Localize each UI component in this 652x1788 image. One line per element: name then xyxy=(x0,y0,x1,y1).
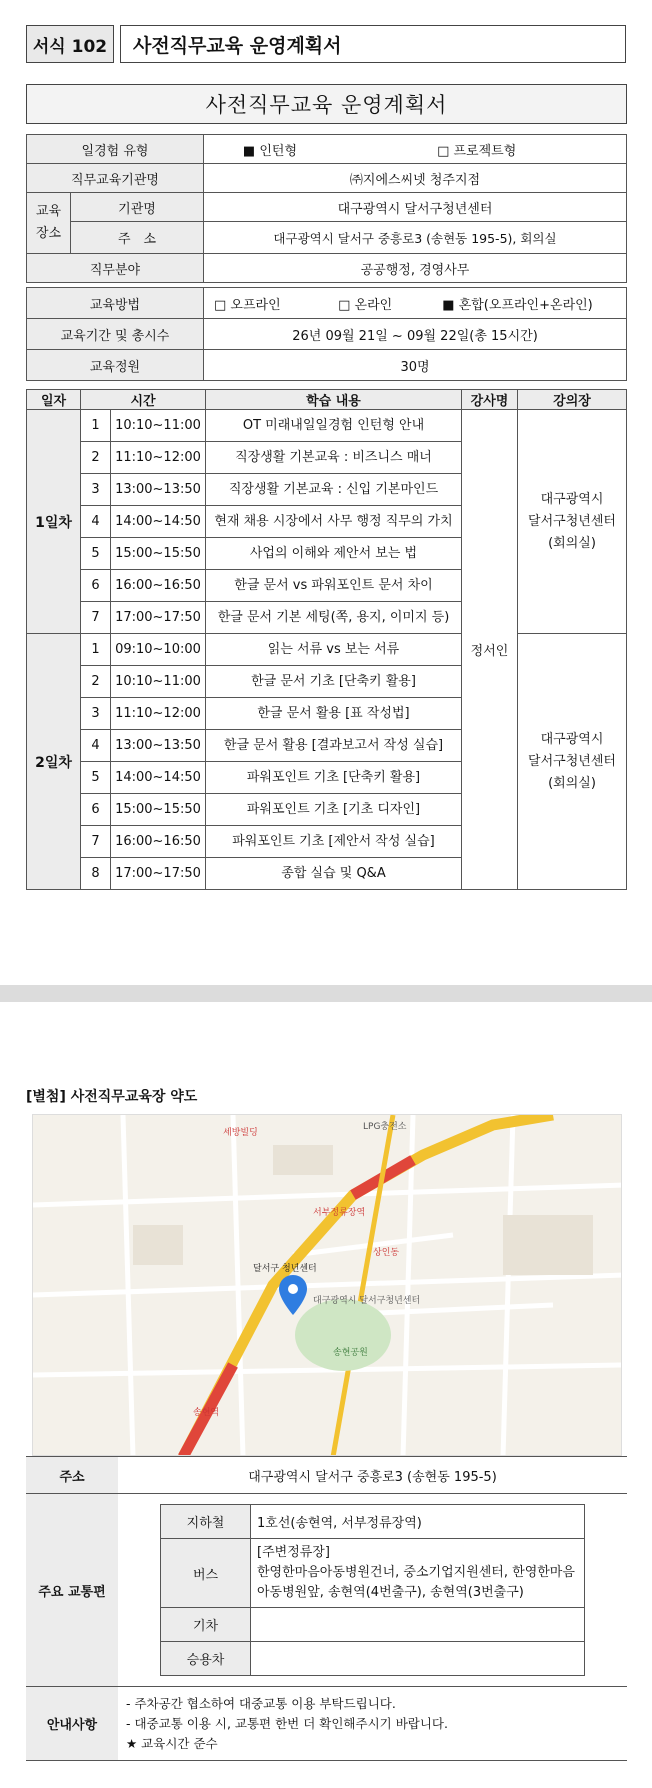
method-options xyxy=(204,288,627,319)
type-intern-option[interactable]: ■ 인턴형 xyxy=(242,143,298,159)
session-time: 17:00~17:50 xyxy=(111,858,206,890)
park-area xyxy=(295,1299,391,1371)
session-content: OT 미래내일일경험 인턴형 안내 xyxy=(206,410,462,442)
field-label: 직무분야 xyxy=(27,254,204,283)
session-time: 14:00~14:50 xyxy=(111,762,206,794)
method-offline-option[interactable]: □ 오프라인 xyxy=(214,297,281,313)
session-number: 1 xyxy=(81,410,111,442)
session-number: 7 xyxy=(81,826,111,858)
session-content: 직장생활 기본교육 : 비즈니스 매너 xyxy=(206,442,462,474)
session-content: 읽는 서류 vs 보는 서류 xyxy=(206,634,462,666)
map-graphic xyxy=(33,1115,622,1456)
notes-label: 안내사항 xyxy=(26,1687,118,1761)
session-content: 파워포인트 기초 [단축키 활용] xyxy=(206,762,462,794)
subway-value: 1호선(송현역, 서부정류장역) xyxy=(251,1505,585,1539)
svg-text:송현공원: 송현공원 xyxy=(333,1348,368,1358)
transport-cell xyxy=(118,1494,627,1687)
inst-value: 대구광역시 달서구청년센터 xyxy=(204,193,627,222)
session-number: 7 xyxy=(81,602,111,634)
train-label: 기차 xyxy=(161,1608,251,1642)
table-row xyxy=(27,410,627,442)
method-table xyxy=(26,287,627,381)
table-row xyxy=(27,634,627,666)
session-content: 파워포인트 기초 [제안서 작성 실습] xyxy=(206,826,462,858)
address-label: 주소 xyxy=(26,1457,118,1494)
session-number: 5 xyxy=(81,762,111,794)
session-number: 3 xyxy=(81,698,111,730)
addr-value: 대구광역시 달서구 중흥로3 (송현동 195-5), 회의실 xyxy=(204,222,627,254)
session-time: 11:10~12:00 xyxy=(111,698,206,730)
session-number: 6 xyxy=(81,794,111,826)
session-number: 4 xyxy=(81,506,111,538)
type-options xyxy=(204,135,627,164)
field-value: 공공행정, 경영사무 xyxy=(204,254,627,283)
session-time: 16:00~16:50 xyxy=(111,826,206,858)
notes-list xyxy=(118,1687,627,1761)
session-content: 파워포인트 기초 [기초 디자인] xyxy=(206,794,462,826)
period-label: 교육기간 및 총시수 xyxy=(27,319,204,350)
venue: 대구광역시 달서구청년센터 (회의실) xyxy=(518,634,627,890)
svg-text:송현역: 송현역 xyxy=(193,1408,220,1418)
schedule-table xyxy=(26,389,627,890)
session-content: 종합 실습 및 Q&A xyxy=(206,858,462,890)
note-item: - 주차공간 협소하여 대중교통 이용 부탁드립니다. xyxy=(126,1695,396,1711)
svg-text:LPG충전소: LPG충전소 xyxy=(363,1122,407,1132)
train-value xyxy=(251,1608,585,1642)
capacity-value: 30명 xyxy=(204,350,627,381)
svg-text:서부정류장역: 서부정류장역 xyxy=(313,1208,366,1218)
session-time: 14:00~14:50 xyxy=(111,506,206,538)
type-project-option[interactable]: □ 프로젝트형 xyxy=(437,143,517,159)
session-time: 13:00~13:50 xyxy=(111,474,206,506)
access-table xyxy=(26,1456,627,1761)
period-value: 26년 09월 21일 ~ 09월 22일(총 15시간) xyxy=(204,319,627,350)
session-content: 직장생활 기본교육 : 신입 기본마인드 xyxy=(206,474,462,506)
basic-info-table xyxy=(26,134,627,283)
instructor-name: 정서인 xyxy=(462,410,518,890)
session-time: 17:00~17:50 xyxy=(111,602,206,634)
subway-label: 지하철 xyxy=(161,1505,251,1539)
method-label: 교육방법 xyxy=(27,288,204,319)
type-label: 일경험 유형 xyxy=(27,135,204,164)
session-content: 한글 문서 기초 [단축키 활용] xyxy=(206,666,462,698)
svg-text:달서구 청년센터: 달서구 청년센터 xyxy=(253,1264,317,1274)
venue: 대구광역시 달서구청년센터 (회의실) xyxy=(518,410,627,634)
org-label: 직무교육기관명 xyxy=(27,164,204,193)
form-header xyxy=(26,25,626,63)
session-number: 2 xyxy=(81,442,111,474)
bus-value: [주변정류장] 한영한마음아동병원건너, 중소기업지원센터, 한영한마음아동병원앞, 송현역(4번출구), 송현역(3번출구) xyxy=(251,1539,585,1608)
header-venue: 강의장 xyxy=(518,390,627,410)
note-item: - 대중교통 이용 시, 교통편 한번 더 확인해주시기 바랍니다. xyxy=(126,1715,448,1731)
svg-text:대구광역시 달서구청년센터: 대구광역시 달서구청년센터 xyxy=(313,1296,421,1306)
session-number: 4 xyxy=(81,730,111,762)
bus-label: 버스 xyxy=(161,1539,251,1608)
header-content: 학습 내용 xyxy=(206,390,462,410)
session-time: 15:00~15:50 xyxy=(111,538,206,570)
day-label: 1일차 xyxy=(27,410,81,634)
method-online-option[interactable]: □ 온라인 xyxy=(338,297,393,313)
inst-label: 기관명 xyxy=(71,193,204,222)
annex-page xyxy=(0,1002,652,1788)
session-number: 5 xyxy=(81,538,111,570)
header-time: 시간 xyxy=(81,390,206,410)
car-value xyxy=(251,1642,585,1676)
transport-table xyxy=(160,1504,585,1676)
session-time: 15:00~15:50 xyxy=(111,794,206,826)
header-instructor: 강사명 xyxy=(462,390,518,410)
address-value: 대구광역시 달서구 중흥로3 (송현동 195-5) xyxy=(118,1457,627,1494)
svg-text:상인동: 상인동 xyxy=(373,1248,400,1258)
session-content: 사업의 이해와 제안서 보는 법 xyxy=(206,538,462,570)
session-time: 11:10~12:00 xyxy=(111,442,206,474)
page-separator xyxy=(0,985,652,1002)
session-time: 09:10~10:00 xyxy=(111,634,206,666)
session-content: 한글 문서 vs 파워포인트 문서 차이 xyxy=(206,570,462,602)
svg-text:세방빌딩: 세방빌딩 xyxy=(223,1128,258,1138)
capacity-label: 교육정원 xyxy=(27,350,204,381)
annex-title: [별첨] 사전직무교육장 약도 xyxy=(26,1089,198,1105)
addr-label: 주 소 xyxy=(71,222,204,254)
header-date: 일자 xyxy=(27,390,81,410)
form-title: 사전직무교육 운영계획서 xyxy=(120,25,626,63)
session-content: 한글 문서 활용 [결과보고서 작성 실습] xyxy=(206,730,462,762)
session-content: 한글 문서 활용 [표 작성법] xyxy=(206,698,462,730)
session-time: 16:00~16:50 xyxy=(111,570,206,602)
transport-label: 주요 교통편 xyxy=(26,1494,118,1687)
car-label: 승용차 xyxy=(161,1642,251,1676)
session-number: 1 xyxy=(81,634,111,666)
session-content: 현재 채용 시장에서 사무 행정 직무의 가치 xyxy=(206,506,462,538)
day-label: 2일차 xyxy=(27,634,81,890)
session-time: 13:00~13:50 xyxy=(111,730,206,762)
session-number: 3 xyxy=(81,474,111,506)
method-mixed-option[interactable]: ■ 혼합(오프라인+온라인) xyxy=(442,297,593,313)
session-number: 8 xyxy=(81,858,111,890)
session-time: 10:10~11:00 xyxy=(111,410,206,442)
session-number: 2 xyxy=(81,666,111,698)
form-number-tag: 서식 102 xyxy=(26,25,114,63)
note-item: ★ 교육시간 준수 xyxy=(126,1735,218,1751)
session-number: 6 xyxy=(81,570,111,602)
session-content: 한글 문서 기본 세팅(쪽, 용지, 이미지 등) xyxy=(206,602,462,634)
session-time: 10:10~11:00 xyxy=(111,666,206,698)
location-map[interactable] xyxy=(32,1114,622,1456)
org-value: ㈜지에스씨넷 청주지점 xyxy=(204,164,627,193)
place-label: 교육 장소 xyxy=(27,193,71,254)
document-title: 사전직무교육 운영계획서 xyxy=(26,84,627,124)
